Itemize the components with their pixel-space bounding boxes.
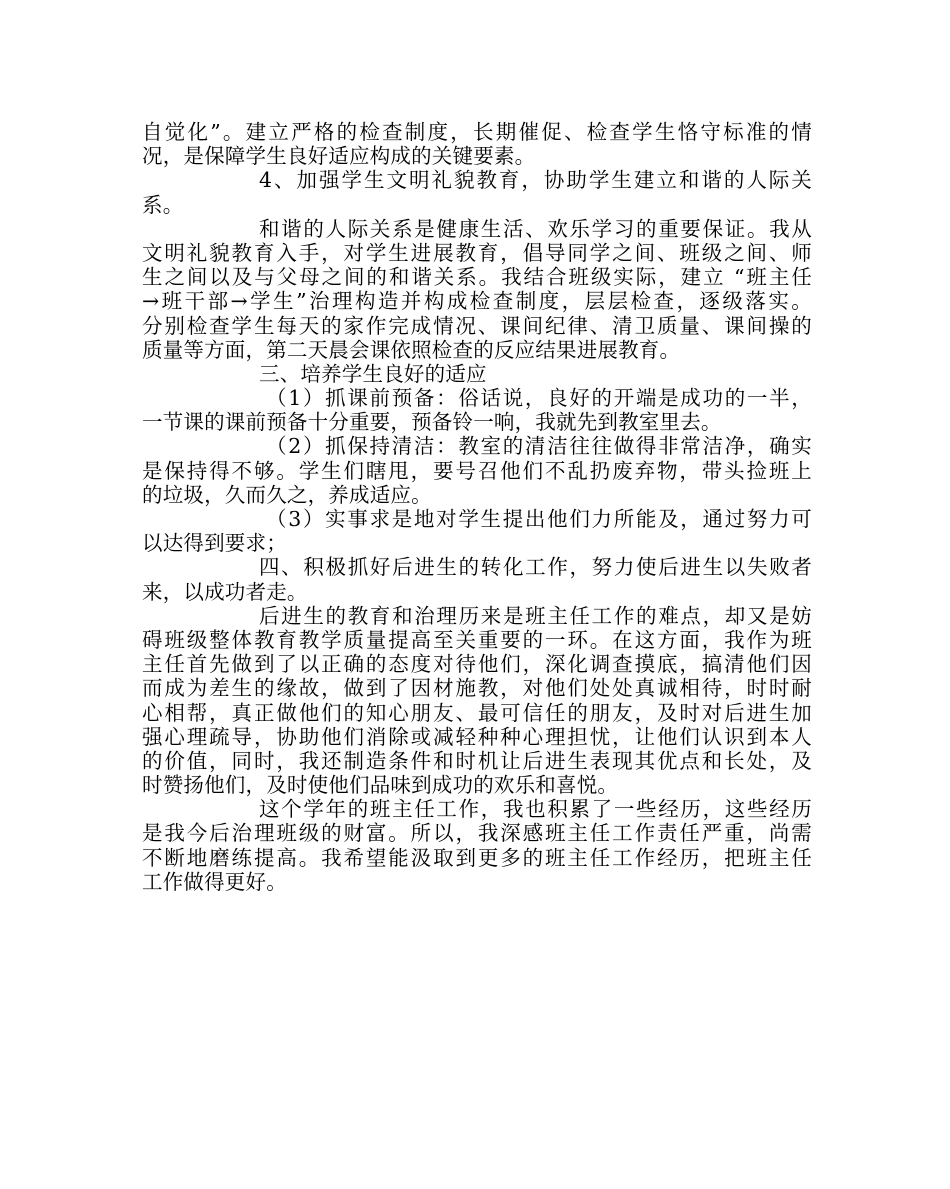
text-line: 的价值，同时，我还制造条件和时机让后进生表现其优点和长处，及 <box>142 748 812 773</box>
section-heading-3: 三、培养学生良好的适应 <box>259 361 487 386</box>
text-line: 主任首先做到了以正确的态度对待他们，深化调查摸底，搞清他们因 <box>142 652 812 677</box>
text-line: 强心理疏导，协助他们消除或减轻种种心理担忧，让他们认识到本人 <box>142 724 812 749</box>
text-line: 工作做得更好。 <box>142 869 287 894</box>
text-line: 碍班级整体教育教学质量提高至关重要的一环。在这方面，我作为班 <box>142 627 812 652</box>
text-line: 以达得到要求； <box>142 531 287 556</box>
text-line: 况，是保障学生良好适应构成的关键要素。 <box>142 144 536 169</box>
list-item-2: （2）抓保持清洁：教室的清洁往往做得非常洁净，确实 <box>266 434 812 459</box>
text-line: 心相帮，真正做他们的知心朋友、最可信任的朋友，及时对后进生加 <box>142 700 812 725</box>
text-line: 是我今后治理班级的财富。所以，我深感班主任工作责任严重，尚需 <box>142 821 812 846</box>
text-line: 分别检查学生每天的家作完成情况、课间纪律、清卫质量、课间操的 <box>142 313 812 338</box>
list-item-3: （3）实事求是地对学生提出他们力所能及，通过努力可 <box>266 507 812 531</box>
document-body <box>142 120 812 894</box>
text-line: 时赞扬他们，及时使他们品味到成功的欢乐和喜悦。 <box>142 773 619 798</box>
text-line: 一节课的课前预备十分重要，预备铃一响，我就先到教室里去。 <box>142 410 722 435</box>
list-item-1: （1）抓课前预备：俗话说，良好的开端是成功的一半， <box>266 386 812 411</box>
paragraph-start: 这个学年的班主任工作，我也积累了一些经历，这些经历 <box>259 797 812 822</box>
text-line: →班干部→学生”治理构造并构成检查制度，层层检查，逐级落实。 <box>142 289 812 314</box>
text-line: 是保持得不够。学生们瞎甩，要号召他们不乱扔废弃物，带头捡班上 <box>142 458 812 483</box>
text-line: 不断地磨练提高。我希望能汲取到更多的班主任工作经历，把班主任 <box>142 845 812 870</box>
text-line: 自觉化”。建立严格的检查制度，长期催促、检查学生恪守标准的情 <box>142 120 812 144</box>
section-heading-4b: 四、积极抓好后进生的转化工作，努力使后进生以失败者 <box>259 555 812 580</box>
section-heading-4: 4、加强学生文明礼貌教育，协助学生建立和谐的人际关 <box>259 168 812 193</box>
paragraph-start: 后进生的教育和治理历来是班主任工作的难点，却又是妨 <box>259 603 812 628</box>
text-line: 生之间以及与父母之间的和谐关系。我结合班级实际，建立 “班主任 <box>142 265 812 290</box>
text-line: 文明礼貌教育入手，对学生进展教育，倡导同学之间、班级之间、师 <box>142 240 812 265</box>
text-line: 的垃圾，久而久之，养成适应。 <box>142 482 432 507</box>
text-line: 系。 <box>142 192 184 217</box>
text-line: 来，以成功者走。 <box>142 579 308 604</box>
paragraph-start: 和谐的人际关系是健康生活、欢乐学习的重要保证。我从 <box>259 216 812 241</box>
text-line: 而成为差生的缘故，做到了因材施教，对他们处处真诚相待，时时耐 <box>142 676 812 701</box>
text-line: 质量等方面，第二天晨会课依照检查的反应结果进展教育。 <box>142 337 681 362</box>
